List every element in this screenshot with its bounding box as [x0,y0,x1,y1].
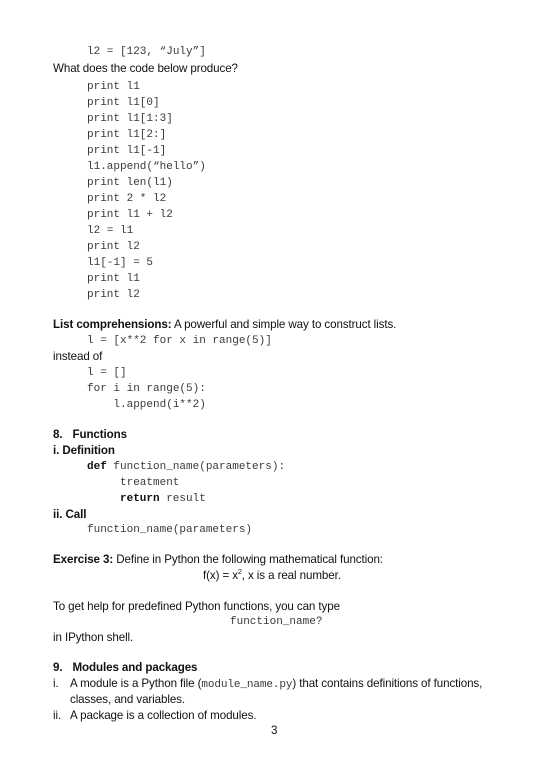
alt-code-line: l.append(i**2) [87,399,206,411]
list-item-package: A package is a collection of modules. [70,709,257,722]
code-line: print l1 [87,81,140,93]
item-text: A module is a Python file ( [70,677,202,690]
list-comprehension-heading: List comprehensions: [53,318,172,331]
code-line: print l1[0] [87,97,160,109]
def-keyword: def [87,461,107,473]
code-line: print l2 [87,241,140,253]
instead-of-text: instead of [53,350,103,363]
def-signature: function_name(parameters): [106,461,286,473]
section-title: Modules and packages [72,661,198,674]
list-item-number: i. [53,677,59,690]
exercise-label: Exercise 3: [53,553,114,566]
help-code: function_name? [230,616,323,628]
section-number: 8. [53,428,63,441]
formula-text: f(x) = x [203,569,238,582]
code-line: l1.append(“hello”) [87,161,206,173]
code-line: l2 = l1 [87,225,134,237]
list-item-module-continued: classes, and variables. [70,693,185,706]
help-after-text: in IPython shell. [53,631,134,644]
definition-heading: i. Definition [53,444,115,457]
alt-code-line: l = [] [87,367,127,379]
code-line: print l2 [87,289,140,301]
return-code-line [120,492,206,506]
code-line: l1[-1] = 5 [87,257,154,269]
formula-text-end: , x is a real number. [241,569,341,582]
alt-code-line: for i in range(5): [87,383,206,395]
call-code-line: function_name(parameters) [87,524,253,536]
help-text: To get help for predefined Python functions, you can type [53,600,340,613]
call-heading: ii. Call [53,508,87,521]
section-heading-functions [53,428,127,442]
section-title: Functions [72,428,127,441]
section-number: 9. [53,661,63,674]
formula-exponent: 2 [237,569,242,577]
item-code: module_name.py [201,679,293,691]
list-comprehension-code: l = [x**2 for x in range(5)] [87,335,272,347]
code-line-l2: l2 = [123, “July”] [87,46,206,58]
code-line: print len(l1) [87,177,173,189]
section-heading-modules [53,661,197,675]
list-item-module [70,677,482,692]
page-number: 3 [271,724,278,737]
return-keyword: return [120,493,160,505]
exercise-paragraph [53,553,383,567]
def-code-line [87,460,285,474]
list-comprehension-paragraph [53,318,396,332]
question-text: What does the code below produce? [53,62,238,75]
exercise-text: Define in Python the following mathematical function: [113,553,383,566]
list-comprehension-text: A powerful and simple way to construct lists. [171,318,397,331]
code-line: print l1[2:] [87,129,167,141]
list-item-number: ii. [53,709,62,722]
code-line: print l1[1:3] [87,113,173,125]
treatment-code-line: treatment [120,477,180,489]
return-value: result [159,493,206,505]
code-line: print l1 [87,273,140,285]
exercise-formula [203,569,341,583]
code-line: print l1 + l2 [87,209,173,221]
code-line: print 2 * l2 [87,193,167,205]
code-line: print l1[-1] [87,145,167,157]
item-text-end: ) that contains definitions of functions, [292,677,483,690]
